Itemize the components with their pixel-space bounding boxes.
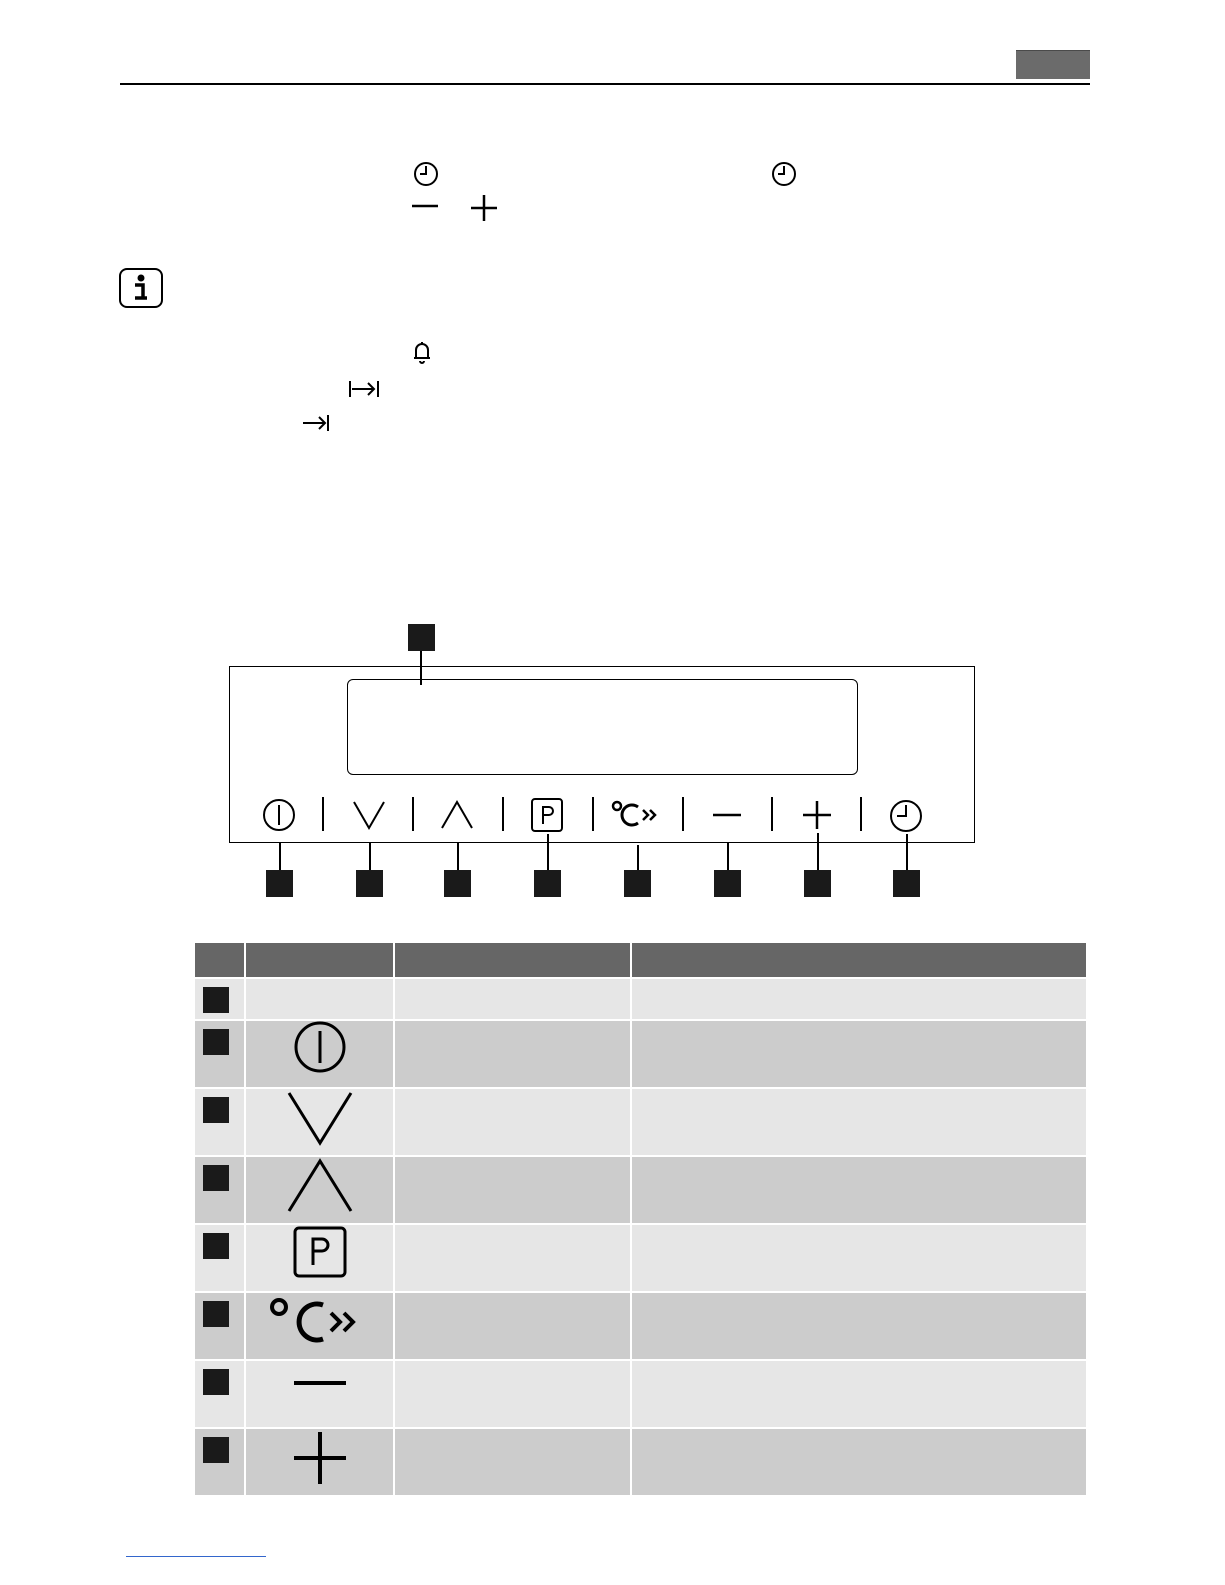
table-row xyxy=(195,979,1086,1019)
legend-header-row xyxy=(195,943,1086,977)
callout-line xyxy=(727,842,729,872)
header-rule xyxy=(120,83,1090,85)
description-cell xyxy=(632,979,1086,1019)
symbol-cell xyxy=(246,1089,393,1155)
callout-marker xyxy=(356,870,383,897)
column-number xyxy=(195,943,244,977)
minus-icon[interactable] xyxy=(710,800,744,830)
language-tab xyxy=(1016,50,1090,79)
callout-line xyxy=(637,845,639,872)
table-row xyxy=(195,1089,1086,1155)
callout-line xyxy=(817,833,819,872)
button-divider xyxy=(771,797,773,831)
table-row xyxy=(195,1021,1086,1087)
end-icon xyxy=(300,411,332,437)
description-cell xyxy=(632,1225,1086,1291)
clock-icon[interactable] xyxy=(888,798,924,834)
table-row xyxy=(195,1157,1086,1223)
function-cell xyxy=(395,1021,630,1087)
chevron-up-icon xyxy=(285,1157,355,1215)
function-cell xyxy=(395,979,630,1019)
clock-icon xyxy=(770,160,798,188)
display-callout-marker xyxy=(408,624,435,651)
chevron-down-icon[interactable] xyxy=(352,800,386,830)
temperature-quick-heat-icon xyxy=(265,1293,375,1351)
description-cell xyxy=(632,1157,1086,1223)
symbol-cell xyxy=(246,1429,393,1495)
description-cell xyxy=(632,1361,1086,1427)
symbol-cell xyxy=(246,979,393,1019)
row-number-marker xyxy=(203,1369,229,1395)
on-off-icon xyxy=(292,1021,348,1073)
row-number-marker xyxy=(203,1097,229,1123)
description-cell xyxy=(632,1429,1086,1495)
callout-marker xyxy=(804,870,831,897)
table-row xyxy=(195,1293,1086,1359)
row-number-marker xyxy=(203,1437,229,1463)
symbol-cell xyxy=(246,1225,393,1291)
callout-marker xyxy=(893,870,920,897)
function-cell xyxy=(395,1361,630,1427)
callout-marker xyxy=(266,870,293,897)
minus-icon xyxy=(290,1361,350,1401)
function-cell xyxy=(395,1089,630,1155)
callout-marker xyxy=(714,870,741,897)
column-description xyxy=(632,943,1086,977)
function-cell xyxy=(395,1225,630,1291)
button-divider xyxy=(860,797,862,831)
plus-icon xyxy=(290,1429,350,1487)
program-p-icon[interactable] xyxy=(530,797,564,833)
program-p-icon xyxy=(292,1225,348,1279)
callout-line xyxy=(279,842,281,872)
row-number-marker xyxy=(203,1233,229,1259)
description-cell xyxy=(632,1293,1086,1359)
button-divider xyxy=(412,797,414,831)
callout-line xyxy=(547,834,549,872)
row-number-marker xyxy=(203,1029,229,1055)
chevron-up-icon[interactable] xyxy=(440,800,474,830)
button-divider xyxy=(592,797,594,831)
row-number-marker xyxy=(203,1165,229,1191)
callout-marker xyxy=(534,870,561,897)
on-off-icon[interactable] xyxy=(262,798,296,832)
bell-icon xyxy=(408,337,436,365)
callout-marker xyxy=(624,870,651,897)
table-row xyxy=(195,1225,1086,1291)
button-divider xyxy=(322,797,324,831)
callout-line xyxy=(369,842,371,872)
column-symbol xyxy=(246,943,393,977)
display-window xyxy=(347,679,858,775)
plus-icon xyxy=(469,194,499,222)
function-cell xyxy=(395,1429,630,1495)
temperature-quick-heat-icon[interactable] xyxy=(610,799,664,831)
legend-table xyxy=(193,941,1088,1497)
button-divider xyxy=(682,797,684,831)
description-cell xyxy=(632,1089,1086,1155)
clock-icon xyxy=(412,160,440,188)
duration-icon xyxy=(347,377,381,403)
footer-link-underline[interactable] xyxy=(126,1556,266,1557)
column-function xyxy=(395,943,630,977)
button-divider xyxy=(502,797,504,831)
function-cell xyxy=(395,1157,630,1223)
row-number-marker xyxy=(203,1301,229,1327)
table-row xyxy=(195,1429,1086,1495)
description-cell xyxy=(632,1021,1086,1087)
minus-icon xyxy=(410,194,440,220)
symbol-cell xyxy=(246,1021,393,1087)
function-cell xyxy=(395,1293,630,1359)
symbol-cell xyxy=(246,1293,393,1359)
symbol-cell xyxy=(246,1361,393,1427)
callout-line xyxy=(906,834,908,872)
symbol-cell xyxy=(246,1157,393,1223)
callout-line xyxy=(457,842,459,872)
callout-marker xyxy=(444,870,471,897)
row-number-marker xyxy=(203,987,229,1013)
table-row xyxy=(195,1361,1086,1427)
chevron-down-icon xyxy=(285,1089,355,1147)
plus-icon[interactable] xyxy=(800,799,834,831)
info-icon xyxy=(118,267,164,309)
